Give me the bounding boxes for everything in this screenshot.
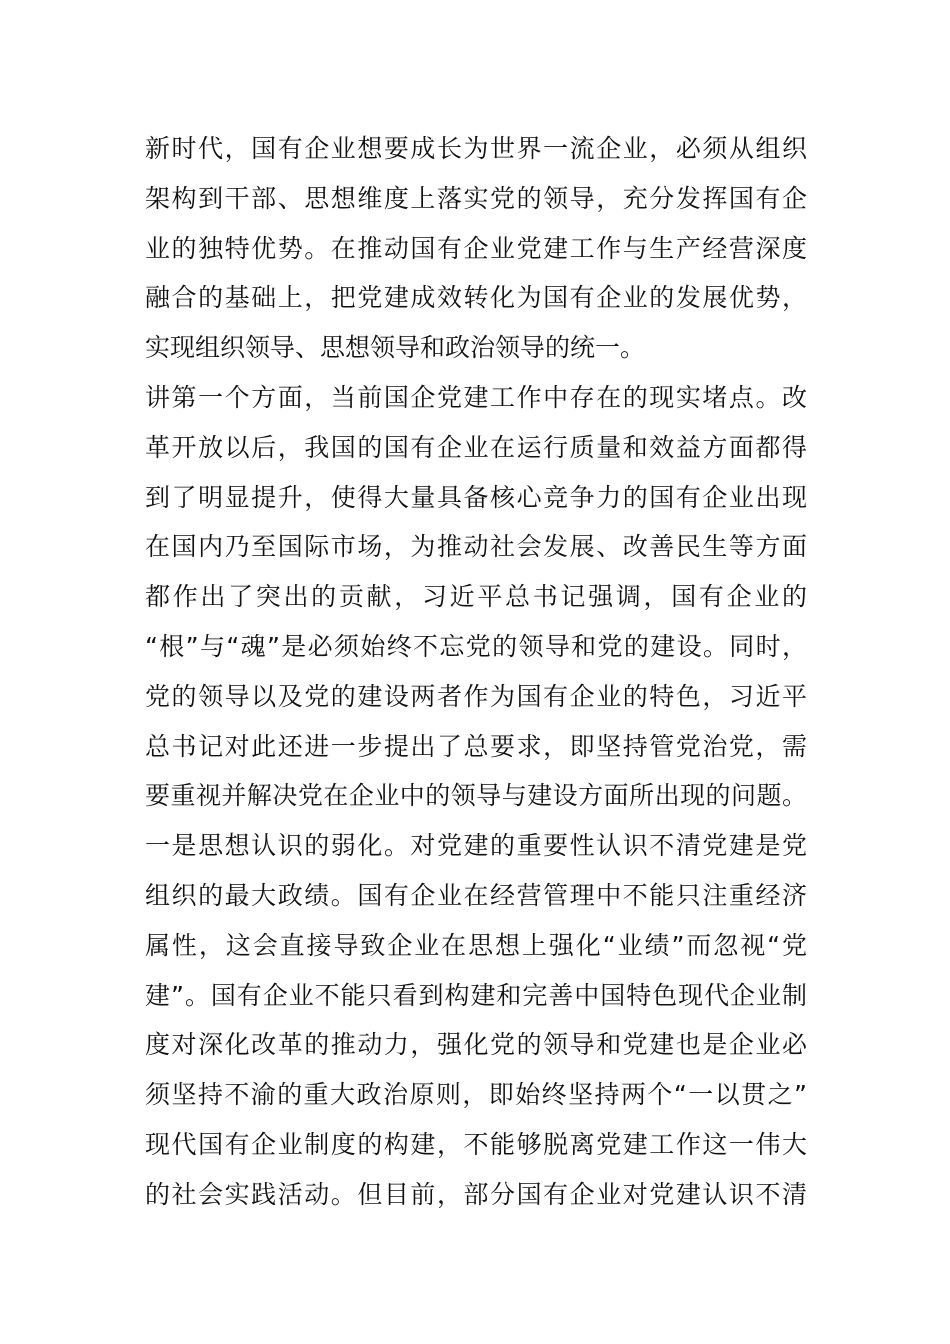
- text-line: 融合的基础上，把党建成效转化为国有企业的发展优势，: [145, 283, 807, 313]
- text-line: 架构到干部、思想维度上落实党的领导，充分发挥国有企: [145, 183, 807, 213]
- text-line: 须坚持不渝的重大政治原则，即始终坚持两个“一以贯之”: [145, 1080, 807, 1110]
- text-line: 现代国有企业制度的构建，不能够脱离党建工作这一伟大: [145, 1129, 807, 1159]
- text-line: 建”。国有企业不能只看到构建和完善中国特色现代企业制: [145, 980, 807, 1010]
- text-line: 要重视并解决党在企业中的领导与建设方面所出现的问题。: [145, 781, 807, 811]
- text-line: 新时代，国有企业想要成长为世界一流企业，必须从组织: [145, 134, 807, 163]
- text-line: 到了明显提升，使得大量具备核心竞争力的国有企业出现: [145, 482, 807, 512]
- text-line: 总书记对此还进一步提出了总要求，即坚持管党治党，需: [145, 731, 807, 761]
- document-body: [145, 124, 807, 1220]
- text-line: 度对深化改革的推动力，强化党的领导和党建也是企业必: [145, 1030, 807, 1060]
- text-line: 的社会实践活动。但目前，部分国有企业对党建认识不清: [145, 1179, 807, 1209]
- text-line: 党的领导以及党的建设两者作为国有企业的特色，习近平: [145, 681, 807, 711]
- text-line: 讲第一个方面，当前国企党建工作中存在的现实堵点。改: [145, 382, 807, 412]
- text-line: 属性，这会直接导致企业在思想上强化“业绩”而忽视“党: [145, 930, 807, 960]
- text-line: “根”与“魂”是必须始终不忘党的领导和党的建设。同时，: [145, 631, 807, 661]
- text-line: 实现组织领导、思想领导和政治领导的统一。: [145, 333, 646, 363]
- text-line: 业的独特优势。在推动国有企业党建工作与生产经营深度: [145, 233, 807, 263]
- text-line: 革开放以后，我国的国有企业在运行质量和效益方面都得: [145, 432, 807, 462]
- text-line: 组织的最大政绩。国有企业在经营管理中不能只注重经济: [145, 880, 807, 910]
- text-line: 在国内乃至国际市场，为推动社会发展、改善民生等方面: [145, 532, 807, 562]
- text-line: 一是思想认识的弱化。对党建的重要性认识不清党建是党: [145, 831, 807, 861]
- text-line: 都作出了突出的贡献，习近平总书记强调，国有企业的: [145, 582, 807, 612]
